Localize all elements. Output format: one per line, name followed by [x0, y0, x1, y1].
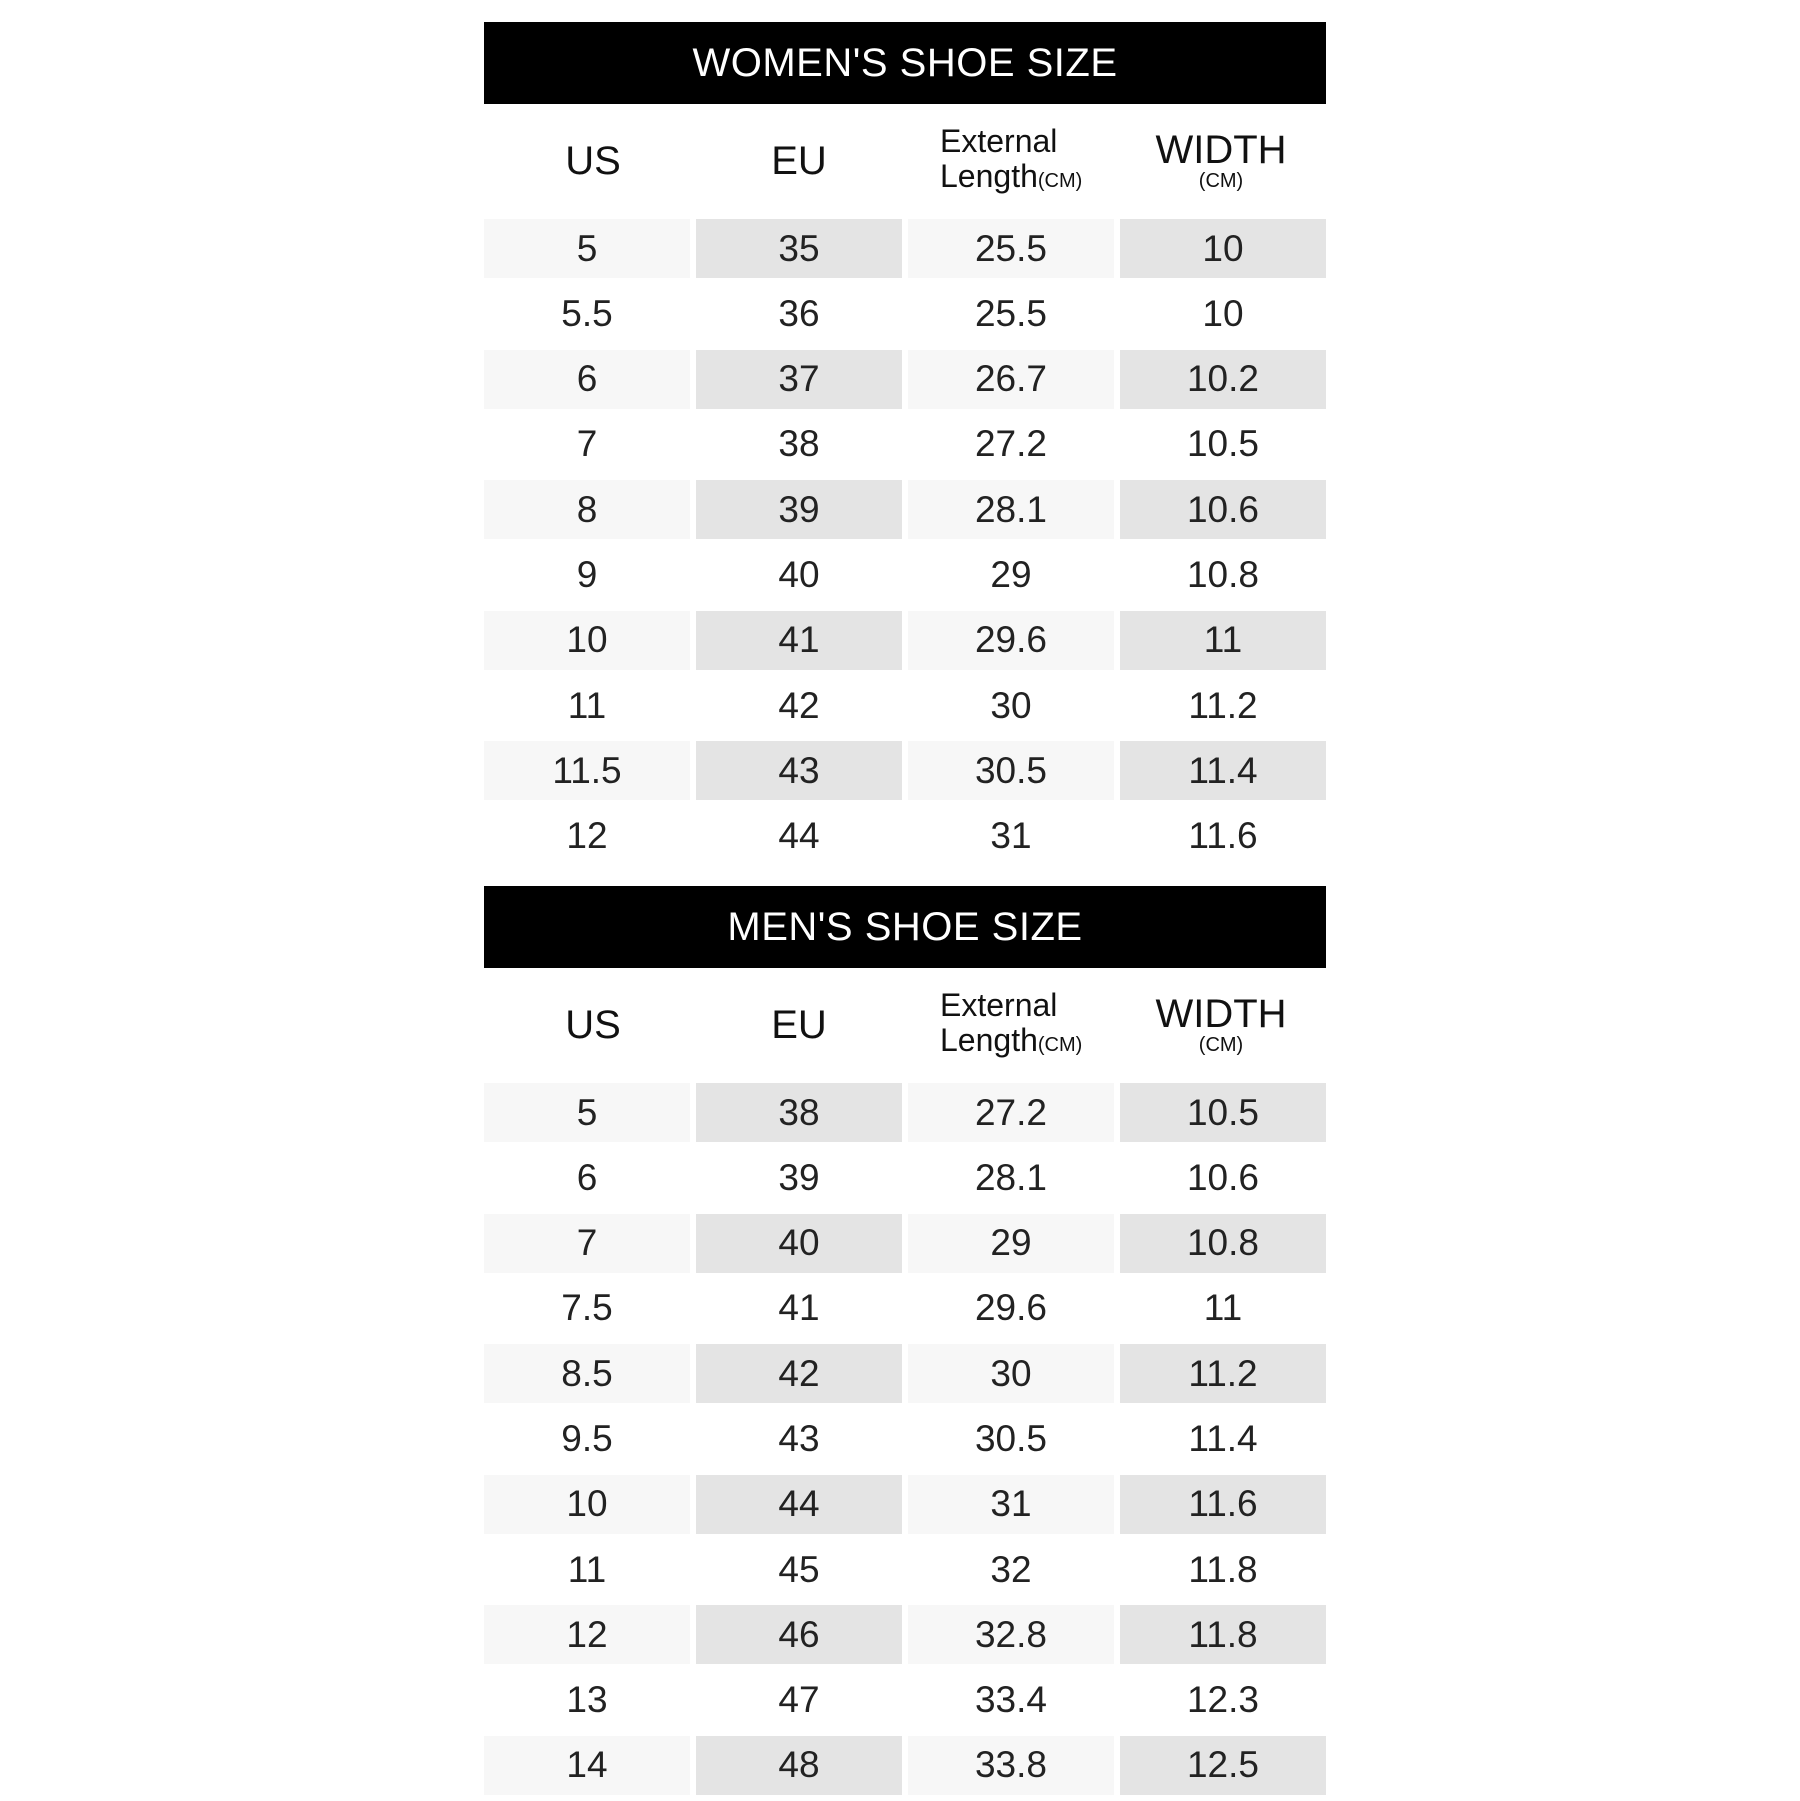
external-length-cell: 31	[990, 815, 1032, 857]
width-unit: (CM)	[1198, 1034, 1244, 1056]
eu-size-cell: 38	[696, 1083, 902, 1142]
us-size-cell: 9	[576, 553, 598, 595]
width-cell: 10.6	[1186, 1156, 1259, 1198]
external-length-cell: 26.7	[908, 350, 1114, 409]
us-size-cell: 9.5	[561, 1417, 613, 1459]
eu-size-cell: 36	[778, 292, 820, 334]
table-row	[484, 545, 1326, 604]
us-size-cell: 11	[567, 1548, 607, 1590]
us-size-cell: 5	[484, 1083, 690, 1142]
external-length-cell: 25.5	[974, 292, 1047, 334]
eu-size-cell: 44	[696, 1475, 902, 1534]
womens-column-headers	[484, 104, 1326, 219]
eu-size-cell: 47	[778, 1679, 820, 1721]
eu-size-cell: 37	[696, 350, 902, 409]
width-cell: 11	[1120, 611, 1326, 670]
eu-size-cell: 35	[696, 219, 902, 278]
external-length-cell: 32	[990, 1548, 1032, 1590]
eu-size-cell: 43	[696, 741, 902, 800]
external-length-cell: 28.1	[974, 1156, 1047, 1198]
external-length-cell: 30.5	[974, 1417, 1047, 1459]
external-length-cell: 29	[990, 553, 1032, 595]
external-length-cell: 31	[908, 1475, 1114, 1534]
us-size-cell: 8.5	[484, 1344, 690, 1403]
width-cell: 11.4	[1120, 741, 1326, 800]
eu-column-header: EU	[771, 1003, 827, 1047]
us-size-cell: 12	[484, 1605, 690, 1664]
eu-size-cell: 40	[696, 1214, 902, 1273]
external-length-cell: 33.4	[974, 1679, 1047, 1721]
table-row	[484, 1475, 1326, 1534]
us-size-cell: 8	[484, 480, 690, 539]
us-size-cell: 11	[567, 684, 607, 726]
width-label: WIDTH	[1155, 992, 1287, 1036]
table-row	[484, 350, 1326, 409]
width-cell: 12.5	[1120, 1736, 1326, 1795]
external-length-label-line2: Length	[940, 158, 1038, 194]
table-row	[484, 741, 1326, 800]
us-size-cell: 7	[576, 423, 598, 465]
width-cell: 12.3	[1186, 1679, 1259, 1721]
table-row	[484, 1344, 1326, 1403]
width-cell: 10.2	[1120, 350, 1326, 409]
external-length-cell: 28.1	[908, 480, 1114, 539]
table-row	[484, 219, 1326, 278]
eu-size-cell: 39	[696, 480, 902, 539]
external-length-cell: 29.6	[974, 1287, 1047, 1329]
external-length-unit: (CM)	[1037, 1034, 1083, 1056]
us-size-cell: 5.5	[561, 292, 613, 334]
external-length-cell: 30	[990, 684, 1032, 726]
us-size-cell: 6	[484, 350, 690, 409]
width-cell: 10	[1120, 219, 1326, 278]
womens-size-rows	[484, 219, 1326, 866]
width-cell: 11.4	[1188, 1417, 1258, 1459]
table-row	[484, 1279, 1326, 1338]
mens-column-headers	[484, 968, 1326, 1083]
external-length-label-line1: External	[940, 987, 1058, 1023]
mens-size-rows	[484, 1083, 1326, 1795]
table-row	[484, 415, 1326, 474]
external-length-cell: 25.5	[908, 219, 1114, 278]
eu-size-cell: 39	[778, 1156, 820, 1198]
table-row	[484, 611, 1326, 670]
eu-size-cell: 44	[778, 815, 820, 857]
table-row	[484, 1214, 1326, 1273]
table-row	[484, 676, 1326, 735]
width-cell: 10	[1202, 292, 1244, 334]
us-size-cell: 6	[576, 1156, 598, 1198]
womens-size-chart	[484, 22, 1326, 872]
width-cell: 11.6	[1120, 1475, 1326, 1534]
table-row	[484, 807, 1326, 866]
us-size-cell: 10	[484, 1475, 690, 1534]
external-length-cell: 27.2	[974, 423, 1047, 465]
eu-size-cell: 42	[778, 684, 820, 726]
external-length-unit: (CM)	[1037, 170, 1083, 192]
eu-size-cell: 40	[778, 553, 820, 595]
external-length-cell: 29	[908, 1214, 1114, 1273]
external-length-cell: 29.6	[908, 611, 1114, 670]
table-row	[484, 1148, 1326, 1207]
width-cell: 10.5	[1120, 1083, 1326, 1142]
us-size-cell: 11.5	[484, 741, 690, 800]
us-size-cell: 10	[484, 611, 690, 670]
eu-size-cell: 41	[696, 611, 902, 670]
table-row	[484, 1540, 1326, 1599]
mens-size-chart	[484, 886, 1326, 1801]
womens-chart-title: WOMEN'S SHOE SIZE	[484, 22, 1326, 104]
width-cell: 11.6	[1188, 815, 1258, 857]
table-row	[484, 1605, 1326, 1664]
table-row	[484, 1409, 1326, 1468]
eu-size-cell: 46	[696, 1605, 902, 1664]
us-size-cell: 12	[566, 815, 608, 857]
table-row	[484, 1083, 1326, 1142]
table-row	[484, 480, 1326, 539]
us-size-cell: 7.5	[561, 1287, 613, 1329]
width-cell: 10.6	[1120, 480, 1326, 539]
external-length-label-line1: External	[940, 123, 1058, 159]
external-length-label-line2: Length	[940, 1022, 1038, 1058]
mens-chart-title: MEN'S SHOE SIZE	[484, 886, 1326, 968]
width-cell: 11.2	[1120, 1344, 1326, 1403]
external-length-cell: 33.8	[908, 1736, 1114, 1795]
eu-size-cell: 45	[778, 1548, 820, 1590]
us-size-cell: 13	[566, 1679, 608, 1721]
us-size-cell: 7	[484, 1214, 690, 1273]
eu-column-header: EU	[771, 139, 827, 183]
eu-size-cell: 42	[696, 1344, 902, 1403]
width-cell: 10.5	[1186, 423, 1259, 465]
width-cell: 11.8	[1120, 1605, 1326, 1664]
width-cell: 11.2	[1188, 684, 1258, 726]
width-label: WIDTH	[1155, 128, 1287, 172]
us-size-cell: 14	[484, 1736, 690, 1795]
external-length-cell: 32.8	[908, 1605, 1114, 1664]
eu-size-cell: 48	[696, 1736, 902, 1795]
external-length-cell: 30	[908, 1344, 1114, 1403]
us-column-header: US	[565, 139, 621, 183]
us-size-cell: 5	[484, 219, 690, 278]
table-row	[484, 284, 1326, 343]
width-unit: (CM)	[1198, 170, 1244, 192]
width-cell: 11.8	[1188, 1548, 1258, 1590]
width-cell: 11	[1203, 1287, 1243, 1329]
us-column-header: US	[565, 1003, 621, 1047]
table-row	[484, 1671, 1326, 1730]
external-length-cell: 30.5	[908, 741, 1114, 800]
external-length-cell: 27.2	[908, 1083, 1114, 1142]
eu-size-cell: 38	[778, 423, 820, 465]
width-cell: 10.8	[1120, 1214, 1326, 1273]
eu-size-cell: 41	[778, 1287, 820, 1329]
table-row	[484, 1736, 1326, 1795]
width-cell: 10.8	[1186, 553, 1259, 595]
eu-size-cell: 43	[778, 1417, 820, 1459]
